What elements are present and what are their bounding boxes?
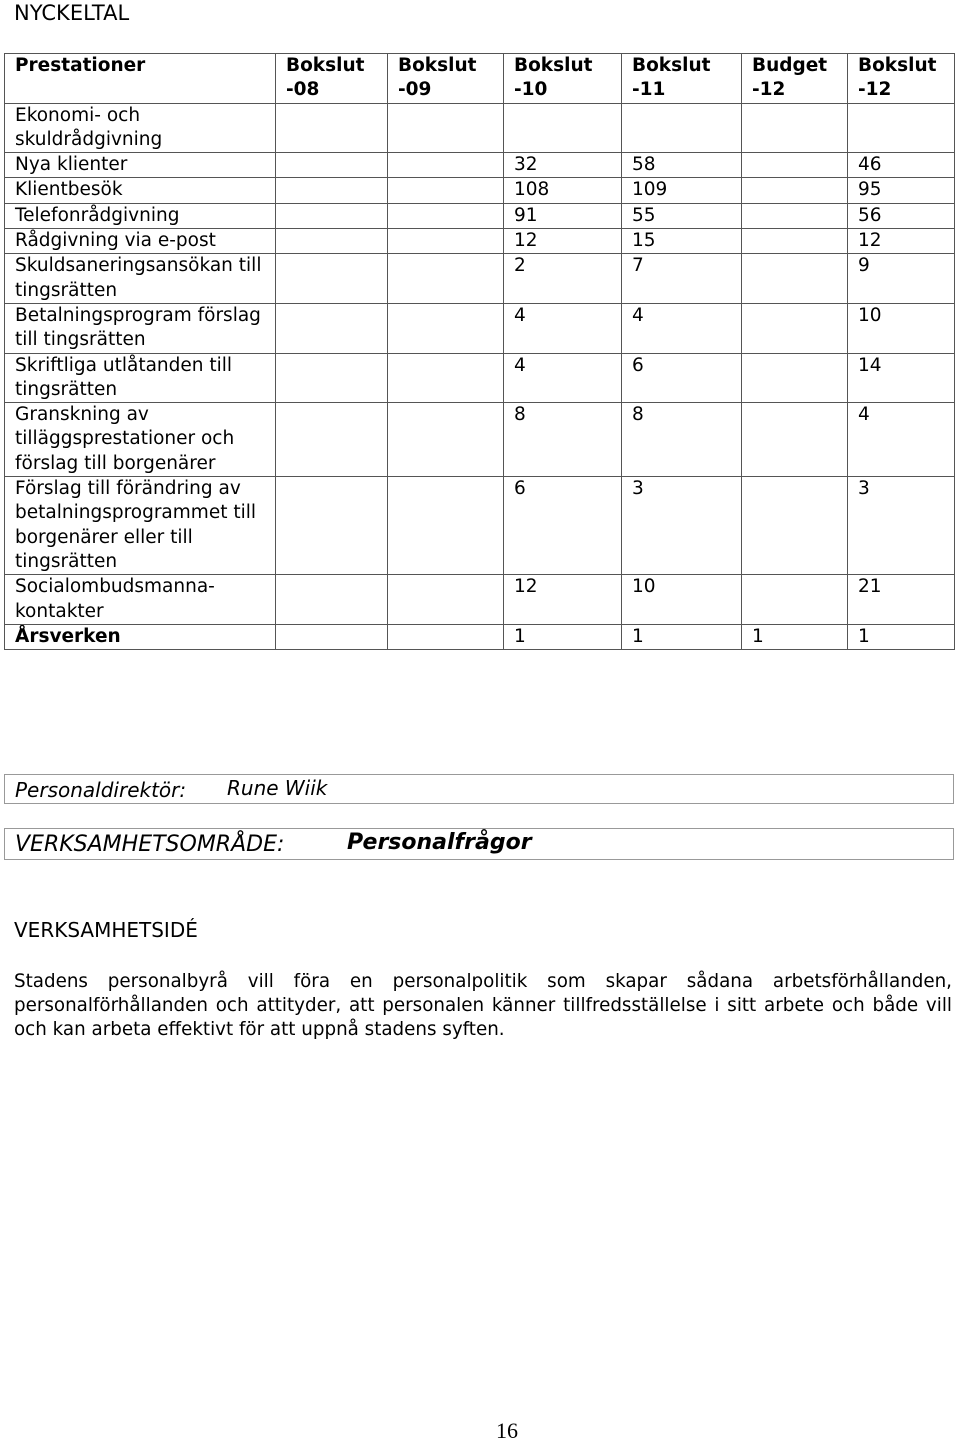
- table-cell: [388, 624, 504, 649]
- table-cell: [742, 229, 848, 254]
- table-header-row: [5, 54, 955, 104]
- table-cell: [276, 103, 388, 153]
- director-name: Rune Wiik: [227, 776, 328, 800]
- table-cell: [388, 303, 504, 353]
- column-header: Bokslut -10: [504, 54, 622, 104]
- table-row: [5, 477, 955, 575]
- table-cell: 7: [622, 254, 742, 304]
- table-row: [5, 153, 955, 178]
- section-title: VERKSAMHETSIDÉ: [14, 918, 198, 942]
- row-label: Nya klienter: [5, 153, 276, 178]
- table-cell: [388, 103, 504, 153]
- table-cell: 12: [504, 229, 622, 254]
- table-cell: [388, 575, 504, 625]
- table-cell: 1: [848, 624, 955, 649]
- area-box: [4, 828, 954, 860]
- table-cell: 12: [504, 575, 622, 625]
- row-label: Socialombudsmanna-kontakter: [5, 575, 276, 625]
- table-cell: 32: [504, 153, 622, 178]
- table-cell: [388, 203, 504, 228]
- table-cell: [276, 203, 388, 228]
- table-row: [5, 624, 955, 649]
- row-label: Förslag till förändring av betalningsprogrammet till borgenärer eller till tingsrätten: [5, 477, 276, 575]
- table-cell: [388, 229, 504, 254]
- table-cell: [504, 103, 622, 153]
- table-cell: [742, 254, 848, 304]
- table-row: [5, 353, 955, 403]
- table-cell: 1: [742, 624, 848, 649]
- table-cell: 21: [848, 575, 955, 625]
- table-cell: [742, 353, 848, 403]
- table-cell: [742, 403, 848, 477]
- director-box: [4, 774, 954, 804]
- table-cell: 9: [848, 254, 955, 304]
- table-cell: 10: [848, 303, 955, 353]
- column-header: Bokslut -08: [276, 54, 388, 104]
- table-cell: [276, 477, 388, 575]
- table-row: [5, 575, 955, 625]
- table-row: [5, 203, 955, 228]
- table-cell: [388, 178, 504, 203]
- table-cell: 55: [622, 203, 742, 228]
- table-cell: [742, 153, 848, 178]
- section-text: Stadens personalbyrå vill föra en personalpolitik som skapar sådana arbetsförhållanden, personalförhållanden och attityder, att personalen känner tillfredsställelse i sitt arbete och både vill och kan arbeta effektivt för att uppnå stadens syften.: [14, 971, 952, 1040]
- table-cell: 46: [848, 153, 955, 178]
- table-row: [5, 103, 955, 153]
- row-label: Telefonrådgivning: [5, 203, 276, 228]
- table-cell: 3: [848, 477, 955, 575]
- table-cell: [388, 353, 504, 403]
- table-cell: 6: [504, 477, 622, 575]
- row-label: Rådgivning via e-post: [5, 229, 276, 254]
- table-cell: 1: [504, 624, 622, 649]
- table-cell: 58: [622, 153, 742, 178]
- table-cell: 109: [622, 178, 742, 203]
- table-cell: [742, 575, 848, 625]
- table-cell: [276, 353, 388, 403]
- table-cell: 15: [622, 229, 742, 254]
- row-label: Årsverken: [5, 624, 276, 649]
- table-cell: 91: [504, 203, 622, 228]
- row-label: Skriftliga utlåtanden till tingsrätten: [5, 353, 276, 403]
- row-label: Granskning av tilläggsprestationer och förslag till borgenärer: [5, 403, 276, 477]
- table-cell: 6: [622, 353, 742, 403]
- table-cell: [742, 178, 848, 203]
- table-row: [5, 229, 955, 254]
- table-cell: [276, 254, 388, 304]
- table-cell: 8: [504, 403, 622, 477]
- table-row: [5, 403, 955, 477]
- table-cell: [276, 624, 388, 649]
- director-label: Personaldirektör:: [15, 778, 187, 802]
- table-cell: [742, 103, 848, 153]
- table-cell: [388, 153, 504, 178]
- table-cell: 4: [848, 403, 955, 477]
- table-cell: [276, 575, 388, 625]
- table-cell: 1: [622, 624, 742, 649]
- table-cell: [388, 254, 504, 304]
- table-cell: [388, 477, 504, 575]
- row-label: Skuldsaneringsansökan till tingsrätten: [5, 254, 276, 304]
- table-cell: 8: [622, 403, 742, 477]
- table-cell: [742, 477, 848, 575]
- table-row: [5, 254, 955, 304]
- column-header: Prestationer: [5, 54, 276, 104]
- table-cell: 56: [848, 203, 955, 228]
- page-number: 16: [496, 1418, 518, 1443]
- column-header: Bokslut -09: [388, 54, 504, 104]
- table-cell: 12: [848, 229, 955, 254]
- table-cell: [388, 403, 504, 477]
- column-header: Bokslut -12: [848, 54, 955, 104]
- row-label: Ekonomi- och skuldrådgivning: [5, 103, 276, 153]
- table-cell: 10: [622, 575, 742, 625]
- row-label: Klientbesök: [5, 178, 276, 203]
- table-cell: 3: [622, 477, 742, 575]
- table-cell: 4: [504, 353, 622, 403]
- table-cell: 4: [622, 303, 742, 353]
- table-cell: 95: [848, 178, 955, 203]
- page-heading: NYCKELTAL: [14, 1, 130, 25]
- table-cell: [276, 153, 388, 178]
- table-cell: [742, 303, 848, 353]
- column-header: Budget -12: [742, 54, 848, 104]
- table-cell: [276, 178, 388, 203]
- table-cell: [742, 203, 848, 228]
- table-cell: 4: [504, 303, 622, 353]
- column-header: Bokslut -11: [622, 54, 742, 104]
- table-cell: 108: [504, 178, 622, 203]
- kpi-table: [4, 53, 955, 650]
- row-label: Betalningsprogram förslag till tingsrätten: [5, 303, 276, 353]
- table-cell: 14: [848, 353, 955, 403]
- table-row: [5, 303, 955, 353]
- table-cell: [276, 303, 388, 353]
- area-label: VERKSAMHETSOMRÅDE:: [15, 832, 285, 857]
- table-cell: [276, 403, 388, 477]
- area-value: Personalfrågor: [347, 830, 532, 855]
- table-row: [5, 178, 955, 203]
- table-cell: [276, 229, 388, 254]
- table-cell: [622, 103, 742, 153]
- table-cell: [848, 103, 955, 153]
- table-cell: 2: [504, 254, 622, 304]
